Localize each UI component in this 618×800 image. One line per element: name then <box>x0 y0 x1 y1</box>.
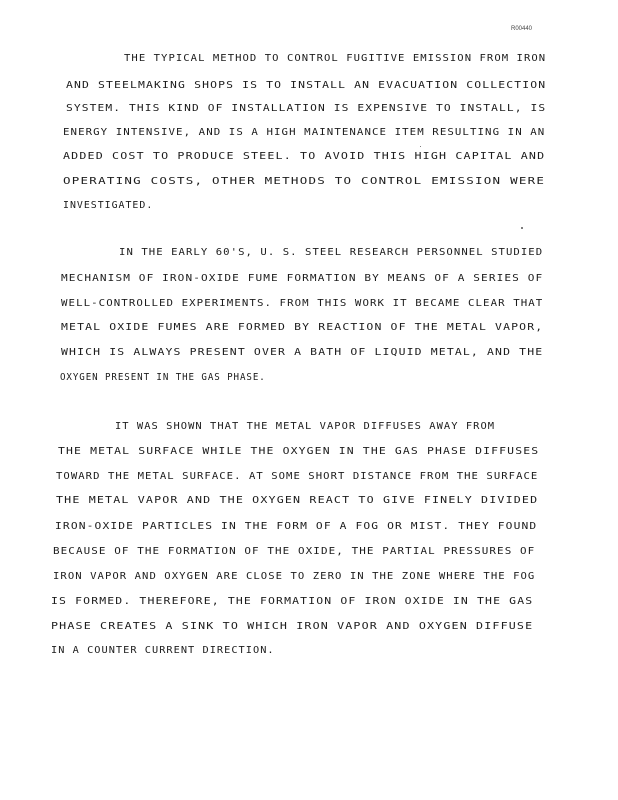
p1-line-5: ADDED COST TO PRODUCE STEEL. TO AVOID THIS HIGH CAPITAL AND <box>63 151 546 162</box>
p2-line-6: OXYGEN PRESENT IN THE GAS PHASE. <box>60 372 266 383</box>
p3-line-9: PHASE CREATES A SINK TO WHICH IRON VAPOR AND OXYGEN DIFFUSE <box>51 621 534 632</box>
p2-line-1: IN THE EARLY 60'S, U. S. STEEL RESEARCH PERSONNEL STUDIED <box>119 247 544 258</box>
p3-line-4: THE METAL VAPOR AND THE OXYGEN REACT TO GIVE FINELY DIVIDED <box>56 495 539 506</box>
p3-line-3: TOWARD THE METAL SURFACE. AT SOME SHORT DISTANCE FROM THE SURFACE <box>56 471 539 482</box>
p3-line-6: BECAUSE OF THE FORMATION OF THE OXIDE, THE PARTIAL PRESSURES OF <box>53 546 536 557</box>
p3-line-10: IN A COUNTER CURRENT DIRECTION. <box>51 645 275 656</box>
p1-line-7: INVESTIGATED. <box>63 200 154 211</box>
p3-line-1: IT WAS SHOWN THAT THE METAL VAPOR DIFFUSES AWAY FROM <box>115 421 496 432</box>
p3-line-7: IRON VAPOR AND OXYGEN ARE CLOSE TO ZERO IN THE ZONE WHERE THE FOG <box>53 571 536 582</box>
scan-speck <box>420 146 421 147</box>
p1-line-4: ENERGY INTENSIVE, AND IS A HIGH MAINTENANCE ITEM RESULTING IN AN <box>63 127 546 138</box>
document-id: R00440 <box>511 26 533 32</box>
p3-line-5: IRON-OXIDE PARTICLES IN THE FORM OF A FOG OR MIST. THEY FOUND <box>55 521 538 532</box>
p2-line-2: MECHANISM OF IRON-OXIDE FUME FORMATION BY MEANS OF A SERIES OF <box>61 273 544 284</box>
p1-line-6: OPERATING COSTS, OTHER METHODS TO CONTROL EMISSION WERE <box>63 176 546 187</box>
p2-line-3: WELL-CONTROLLED EXPERIMENTS. FROM THIS WORK IT BECAME CLEAR THAT <box>61 298 544 309</box>
p3-line-2: THE METAL SURFACE WHILE THE OXYGEN IN THE GAS PHASE DIFFUSES <box>58 446 540 457</box>
p3-line-8: IS FORMED. THEREFORE, THE FORMATION OF IRON OXIDE IN THE GAS <box>51 596 534 607</box>
p2-line-5: WHICH IS ALWAYS PRESENT OVER A BATH OF LIQUID METAL, AND THE <box>61 347 544 358</box>
scan-speck <box>521 227 523 229</box>
p2-line-4: METAL OXIDE FUMES ARE FORMED BY REACTION OF THE METAL VAPOR, <box>61 322 544 333</box>
p1-line-2: AND STEELMAKING SHOPS IS TO INSTALL AN EVACUATION COLLECTION <box>66 80 547 91</box>
p1-line-3: SYSTEM. THIS KIND OF INSTALLATION IS EXPENSIVE TO INSTALL, IS <box>66 103 547 114</box>
p1-line-1: THE TYPICAL METHOD TO CONTROL FUGITIVE EMISSION FROM IRON <box>124 53 547 64</box>
